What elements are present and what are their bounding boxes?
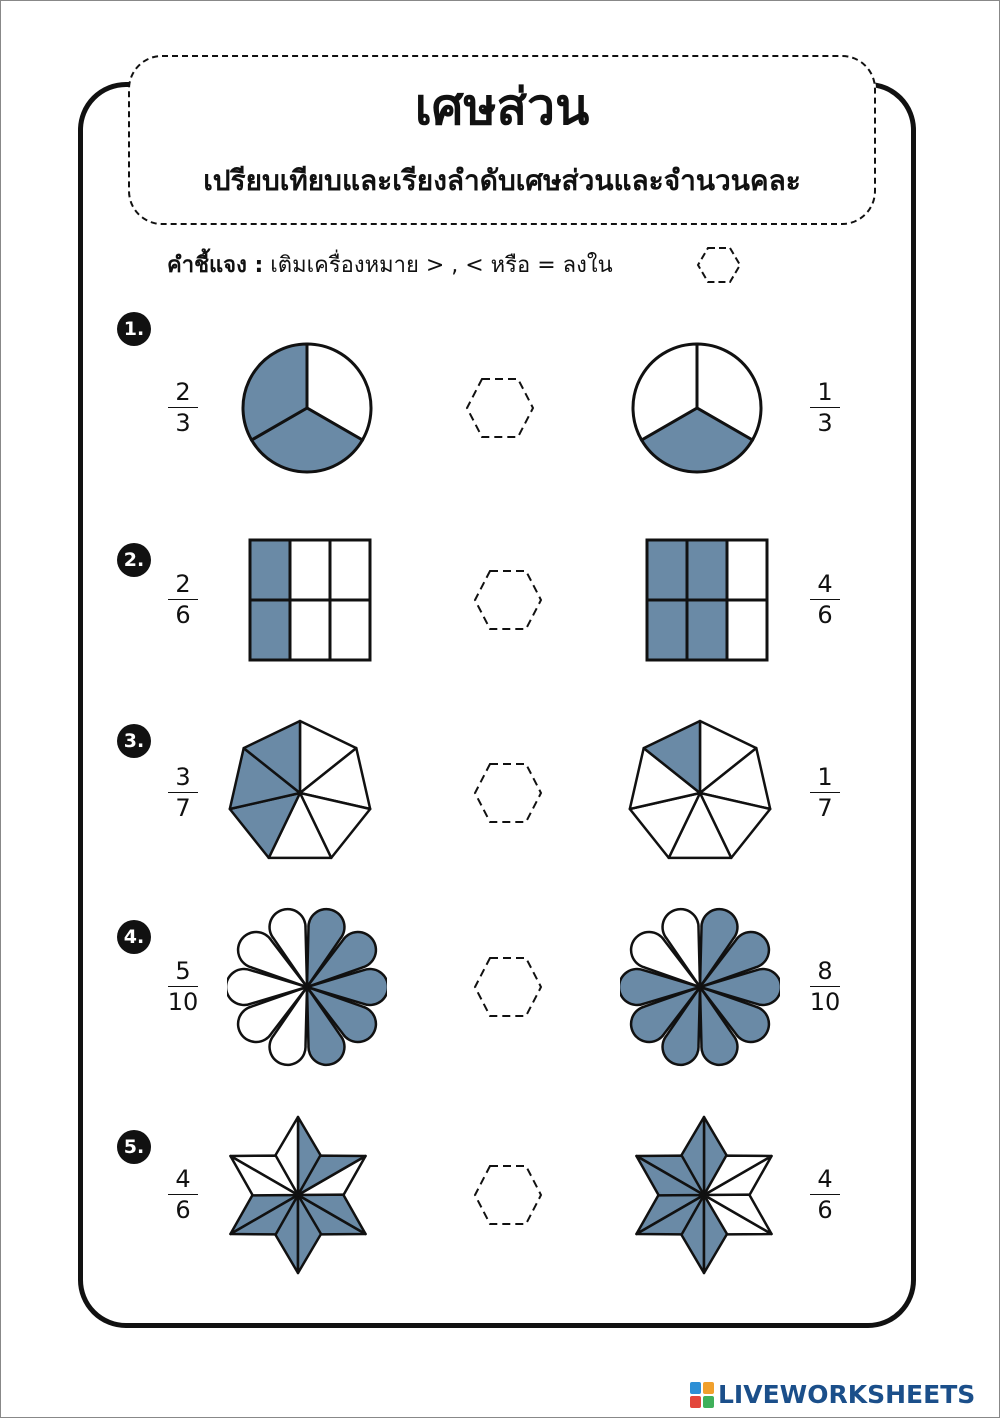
fraction-left: [158, 763, 208, 822]
denominator: 7: [817, 794, 833, 822]
fraction-bar: [168, 407, 198, 408]
numerator: 1: [817, 763, 833, 791]
answer-hexagon[interactable]: [472, 955, 544, 1019]
instructions-label: คำชี้แจง :: [167, 253, 264, 278]
grid-cell: [290, 540, 330, 600]
page-title: เศษส่วน: [414, 78, 590, 136]
instructions: [167, 248, 613, 284]
numerator: 8: [817, 957, 833, 985]
denominator: 6: [817, 601, 833, 629]
grid-cell: [687, 600, 727, 660]
numerator: 2: [175, 378, 191, 406]
fraction-shape-left: [227, 907, 387, 1067]
grid-cell: [250, 540, 290, 600]
denominator: 7: [175, 794, 191, 822]
denominator: 6: [175, 601, 191, 629]
brand-name: LIVEWORKSHEETS: [718, 1380, 976, 1409]
denominator: 3: [175, 409, 191, 437]
fraction-left: [158, 570, 208, 629]
fraction-bar: [168, 599, 198, 600]
numerator: 3: [175, 763, 191, 791]
numerator: 5: [175, 957, 191, 985]
fraction-bar: [168, 792, 198, 793]
numerator: 2: [175, 570, 191, 598]
grid-cell: [727, 600, 767, 660]
grid-cell: [250, 600, 290, 660]
fraction-shape-left: [218, 1115, 378, 1275]
fraction-shape-left: [220, 713, 380, 873]
grid-cell: [687, 540, 727, 600]
question-number: 5.: [117, 1130, 151, 1164]
grid-cell: [647, 540, 687, 600]
title-box: [128, 55, 876, 225]
question-number: 2.: [117, 543, 151, 577]
fraction-bar: [168, 1194, 198, 1195]
fraction-right: [800, 1165, 850, 1224]
fraction-bar: [810, 792, 840, 793]
liveworksheets-logo-icon: [690, 1382, 714, 1408]
fraction-bar: [810, 1194, 840, 1195]
fraction-bar: [810, 599, 840, 600]
hexagon-icon: [695, 245, 743, 285]
denominator: 10: [167, 988, 199, 1016]
brand-footer: [690, 1378, 990, 1412]
question-number: 4.: [117, 920, 151, 954]
denominator: 6: [175, 1196, 191, 1224]
grid-cell: [330, 600, 370, 660]
fraction-left: [158, 1165, 208, 1224]
question-number: 3.: [117, 724, 151, 758]
fraction-right: [800, 957, 850, 1016]
fraction-shape-right: [617, 328, 777, 488]
answer-hexagon[interactable]: [472, 761, 544, 825]
numerator: 4: [817, 1165, 833, 1193]
grid-cell: [727, 540, 767, 600]
fraction-right: [800, 378, 850, 437]
grid-cell: [330, 540, 370, 600]
fraction-left: [158, 957, 208, 1016]
fraction-right: [800, 570, 850, 629]
instructions-text: เติมเครื่องหมาย > , < หรือ = ลงใน: [270, 253, 613, 278]
question-number: 1.: [117, 312, 151, 346]
grid-cell: [290, 600, 330, 660]
fraction-left: [158, 378, 208, 437]
denominator: 10: [809, 988, 841, 1016]
answer-hexagon[interactable]: [472, 568, 544, 632]
numerator: 4: [817, 570, 833, 598]
fraction-shape-right: [624, 1115, 784, 1275]
numerator: 1: [817, 378, 833, 406]
numerator: 4: [175, 1165, 191, 1193]
denominator: 3: [817, 409, 833, 437]
fraction-bar: [168, 986, 198, 987]
fraction-shape-right: [627, 520, 787, 680]
denominator: 6: [817, 1196, 833, 1224]
fraction-right: [800, 763, 850, 822]
fraction-bar: [810, 986, 840, 987]
fraction-shape-left: [230, 520, 390, 680]
fraction-bar: [810, 407, 840, 408]
fraction-shape-right: [620, 713, 780, 873]
fraction-shape-left: [227, 328, 387, 488]
answer-hexagon[interactable]: [472, 1163, 544, 1227]
page-subtitle: เปรียบเทียบและเรียงลำดับเศษส่วนและจำนวนคละ: [203, 164, 801, 197]
fraction-shape-right: [620, 907, 780, 1067]
answer-hexagon[interactable]: [464, 376, 536, 440]
grid-cell: [647, 600, 687, 660]
